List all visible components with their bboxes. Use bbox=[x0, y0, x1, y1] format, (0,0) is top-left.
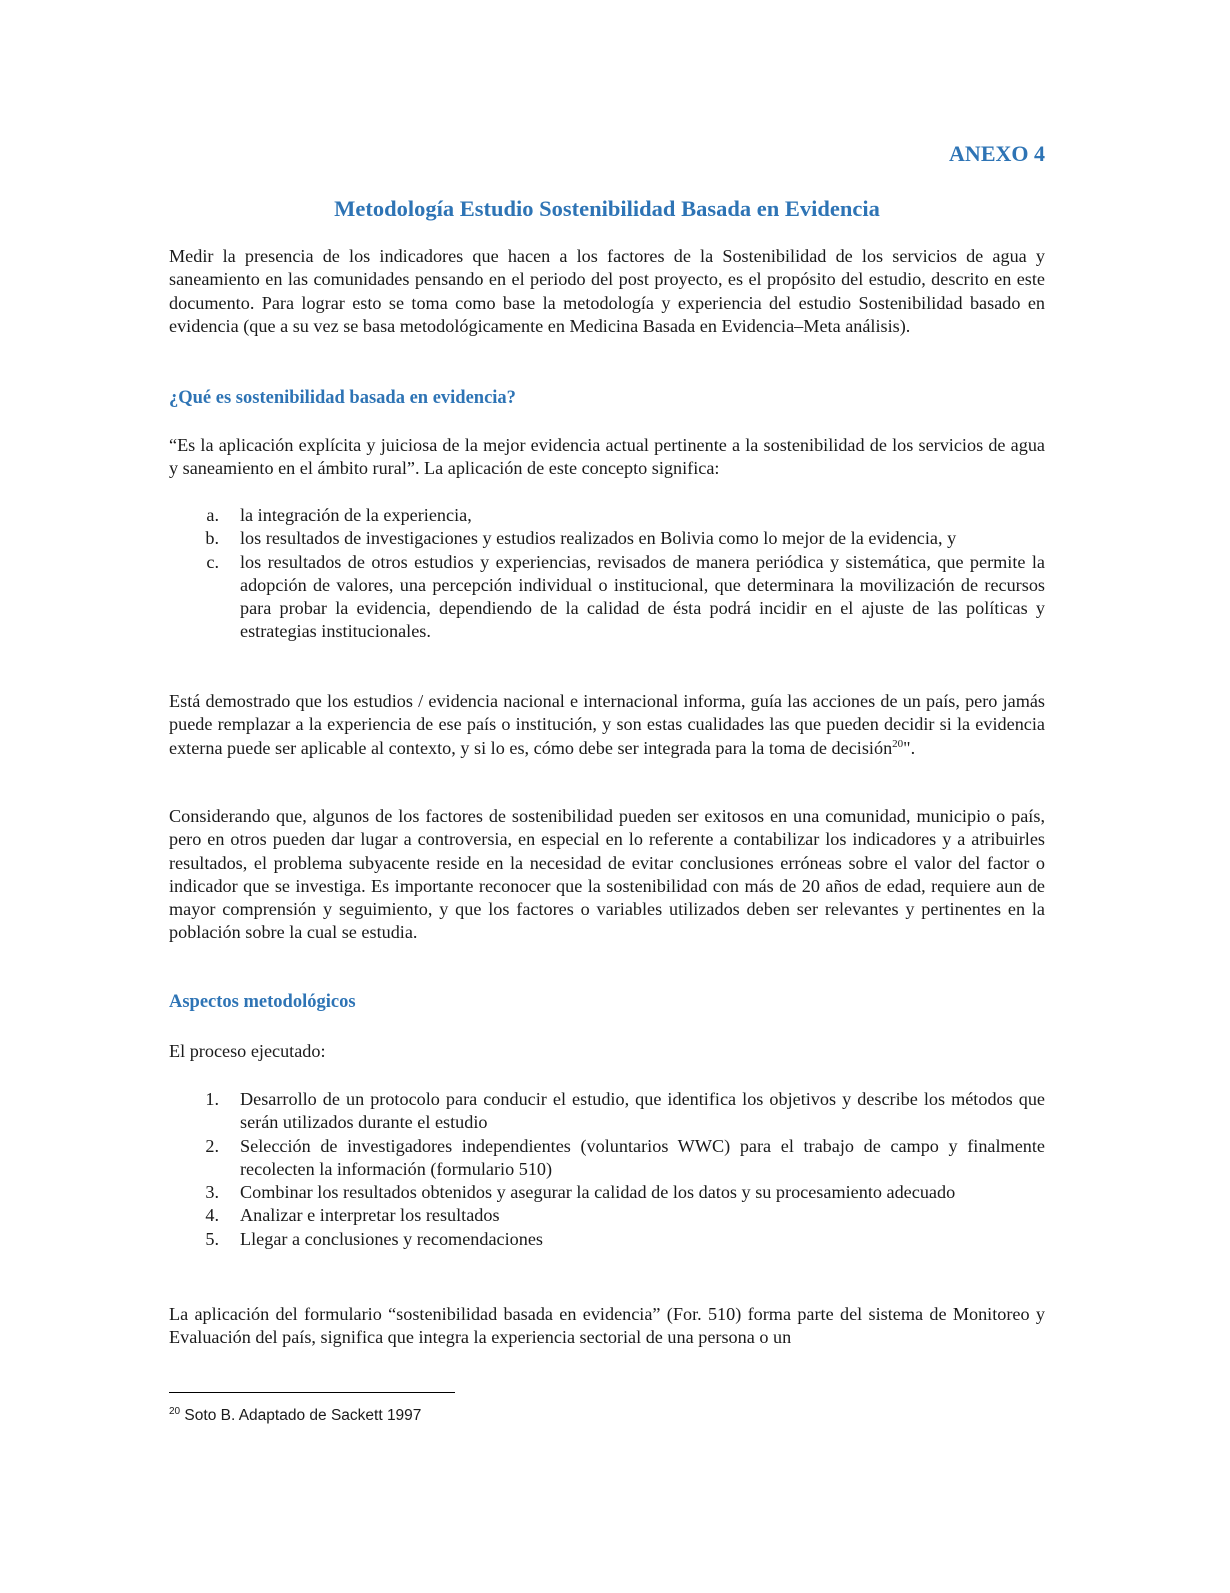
footnote-divider bbox=[169, 1392, 455, 1393]
footnote bbox=[169, 1407, 421, 1425]
intro-section bbox=[169, 245, 1045, 338]
list-item-text: los resultados de otros estudios y experiencias, revisados de manera periódica y sistemática, que permite la adopción de valores, una percepción individual o institucional, que determinara la movilización de recursos para probar la evidencia, dependiendo de la calidad de ésta podrá incidir en el ajuste de las políticas y estrategias institucionales. bbox=[240, 551, 1045, 642]
list-item bbox=[169, 527, 1045, 550]
list-item-text: los resultados de investigaciones y estudios realizados en Bolivia como lo mejor de la evidencia, y bbox=[240, 528, 957, 549]
footnote-text: Soto B. Adaptado de Sackett 1997 bbox=[180, 1407, 422, 1424]
evidence-paragraph-text: Está demostrado que los estudios / evidencia nacional e internacional informa, guía las acciones de un país, pero jamás puede remplazar a la experiencia de ese país o institución, y son estas cualidades las que pueden decidir si la evidencia externa puede ser aplicable al contexto, y si lo es, cómo debe ser integrada para la toma de decisión bbox=[169, 691, 1045, 758]
section-methodology bbox=[169, 992, 1045, 1013]
evidence-paragraph-end: ". bbox=[903, 737, 916, 758]
evidence-paragraph bbox=[169, 690, 1045, 760]
evidence-paragraph-block bbox=[169, 690, 1045, 760]
page-title: Metodología Estudio Sostenibilidad Basada en Evidencia bbox=[334, 196, 880, 221]
list-item-text: Desarrollo de un protocolo para conducir el estudio, que identifica los objetivos y describe los métodos que serán utilizados durante el estudio bbox=[240, 1089, 1045, 1133]
definition-list bbox=[169, 504, 1045, 644]
section-heading-methodology: Aspectos metodológicos bbox=[169, 992, 356, 1012]
list-marker: b. bbox=[205, 528, 219, 549]
section-definition bbox=[169, 388, 1045, 409]
section-heading-definition: ¿Qué es sostenibilidad basada en evidencia? bbox=[169, 388, 516, 408]
list-item-text: la integración de la experiencia, bbox=[240, 505, 472, 525]
closing-block bbox=[169, 1303, 1045, 1350]
list-item bbox=[169, 1204, 1045, 1227]
list-marker: 2. bbox=[205, 1135, 219, 1156]
list-item bbox=[169, 1181, 1045, 1204]
definition-block bbox=[169, 434, 1045, 481]
list-item-text: Selección de investigadores independientes (voluntarios WWC) para el trabajo de campo y finalmente recolecten la información (formulario 510) bbox=[240, 1135, 1045, 1179]
list-marker: 4. bbox=[205, 1205, 219, 1226]
footnote-reference: 20 bbox=[892, 737, 904, 750]
list-item-text: Combinar los resultados obtenidos y asegurar la calidad de los datos y su procesamiento adecuado bbox=[240, 1182, 956, 1203]
annex-label: ANEXO 4 bbox=[949, 141, 1045, 166]
list-marker: 3. bbox=[205, 1182, 219, 1203]
process-lead-block bbox=[169, 1040, 1045, 1063]
list-marker: 5. bbox=[205, 1228, 219, 1249]
list-item bbox=[169, 1228, 1045, 1251]
footnote-number: 20 bbox=[169, 1405, 181, 1417]
definition-paragraph: “Es la aplicación explícita y juiciosa de la mejor evidencia actual pertinente a la sostenibilidad de los servicios de agua y saneamiento en el ámbito rural”. La aplicación de este concepto significa: bbox=[169, 435, 1045, 479]
list-item bbox=[169, 504, 1045, 527]
considerations-paragraph: Considerando que, algunos de los factores de sostenibilidad pueden ser exitosos en una comunidad, municipio o país, pero en otros pueden dar lugar a controversia, en especial en lo referente a contabilizar los indicadores y a atribuirles resultados, el problema subyacente reside en la necesidad de evitar conclusiones erróneas sobre el valor del factor o indicador que se investiga. Es importante reconocer que la sostenibilidad con más de 20 años de edad, requiere aun de mayor comprensión y seguimiento, y que los factores o variables utilizados deben ser relevantes y pertinentes en la población sobre la cual se estudia. bbox=[169, 806, 1045, 943]
considerations-block bbox=[169, 805, 1045, 945]
closing-paragraph: La aplicación del formulario “sostenibilidad basada en evidencia” (For. 510) forma parte del sistema de Monitoreo y Evaluación del país, significa que integra la experiencia sectorial de una persona o un bbox=[169, 1304, 1045, 1348]
list-item bbox=[169, 1135, 1045, 1182]
list-item bbox=[169, 551, 1045, 644]
list-item bbox=[169, 1088, 1045, 1135]
process-steps-list bbox=[169, 1088, 1045, 1251]
list-marker: c. bbox=[206, 551, 219, 572]
list-item-text: Llegar a conclusiones y recomendaciones bbox=[240, 1228, 543, 1249]
list-item-text: Analizar e interpretar los resultados bbox=[240, 1205, 500, 1226]
process-lead: El proceso ejecutado: bbox=[169, 1041, 326, 1061]
list-marker: 1. bbox=[205, 1089, 219, 1109]
intro-paragraph: Medir la presencia de los indicadores que hacen a los factores de la Sostenibilidad de los servicios de agua y saneamiento en las comunidades pensando en el periodo del post proyecto, es el propósito del estudio, descrito en este documento. Para lograr esto se toma como base la metodología y experiencia del estudio Sostenibilidad basado en evidencia (que a su vez se basa metodológicamente en Medicina Basada en Evidencia–Meta análisis). bbox=[169, 246, 1045, 336]
list-marker: a. bbox=[206, 505, 219, 525]
